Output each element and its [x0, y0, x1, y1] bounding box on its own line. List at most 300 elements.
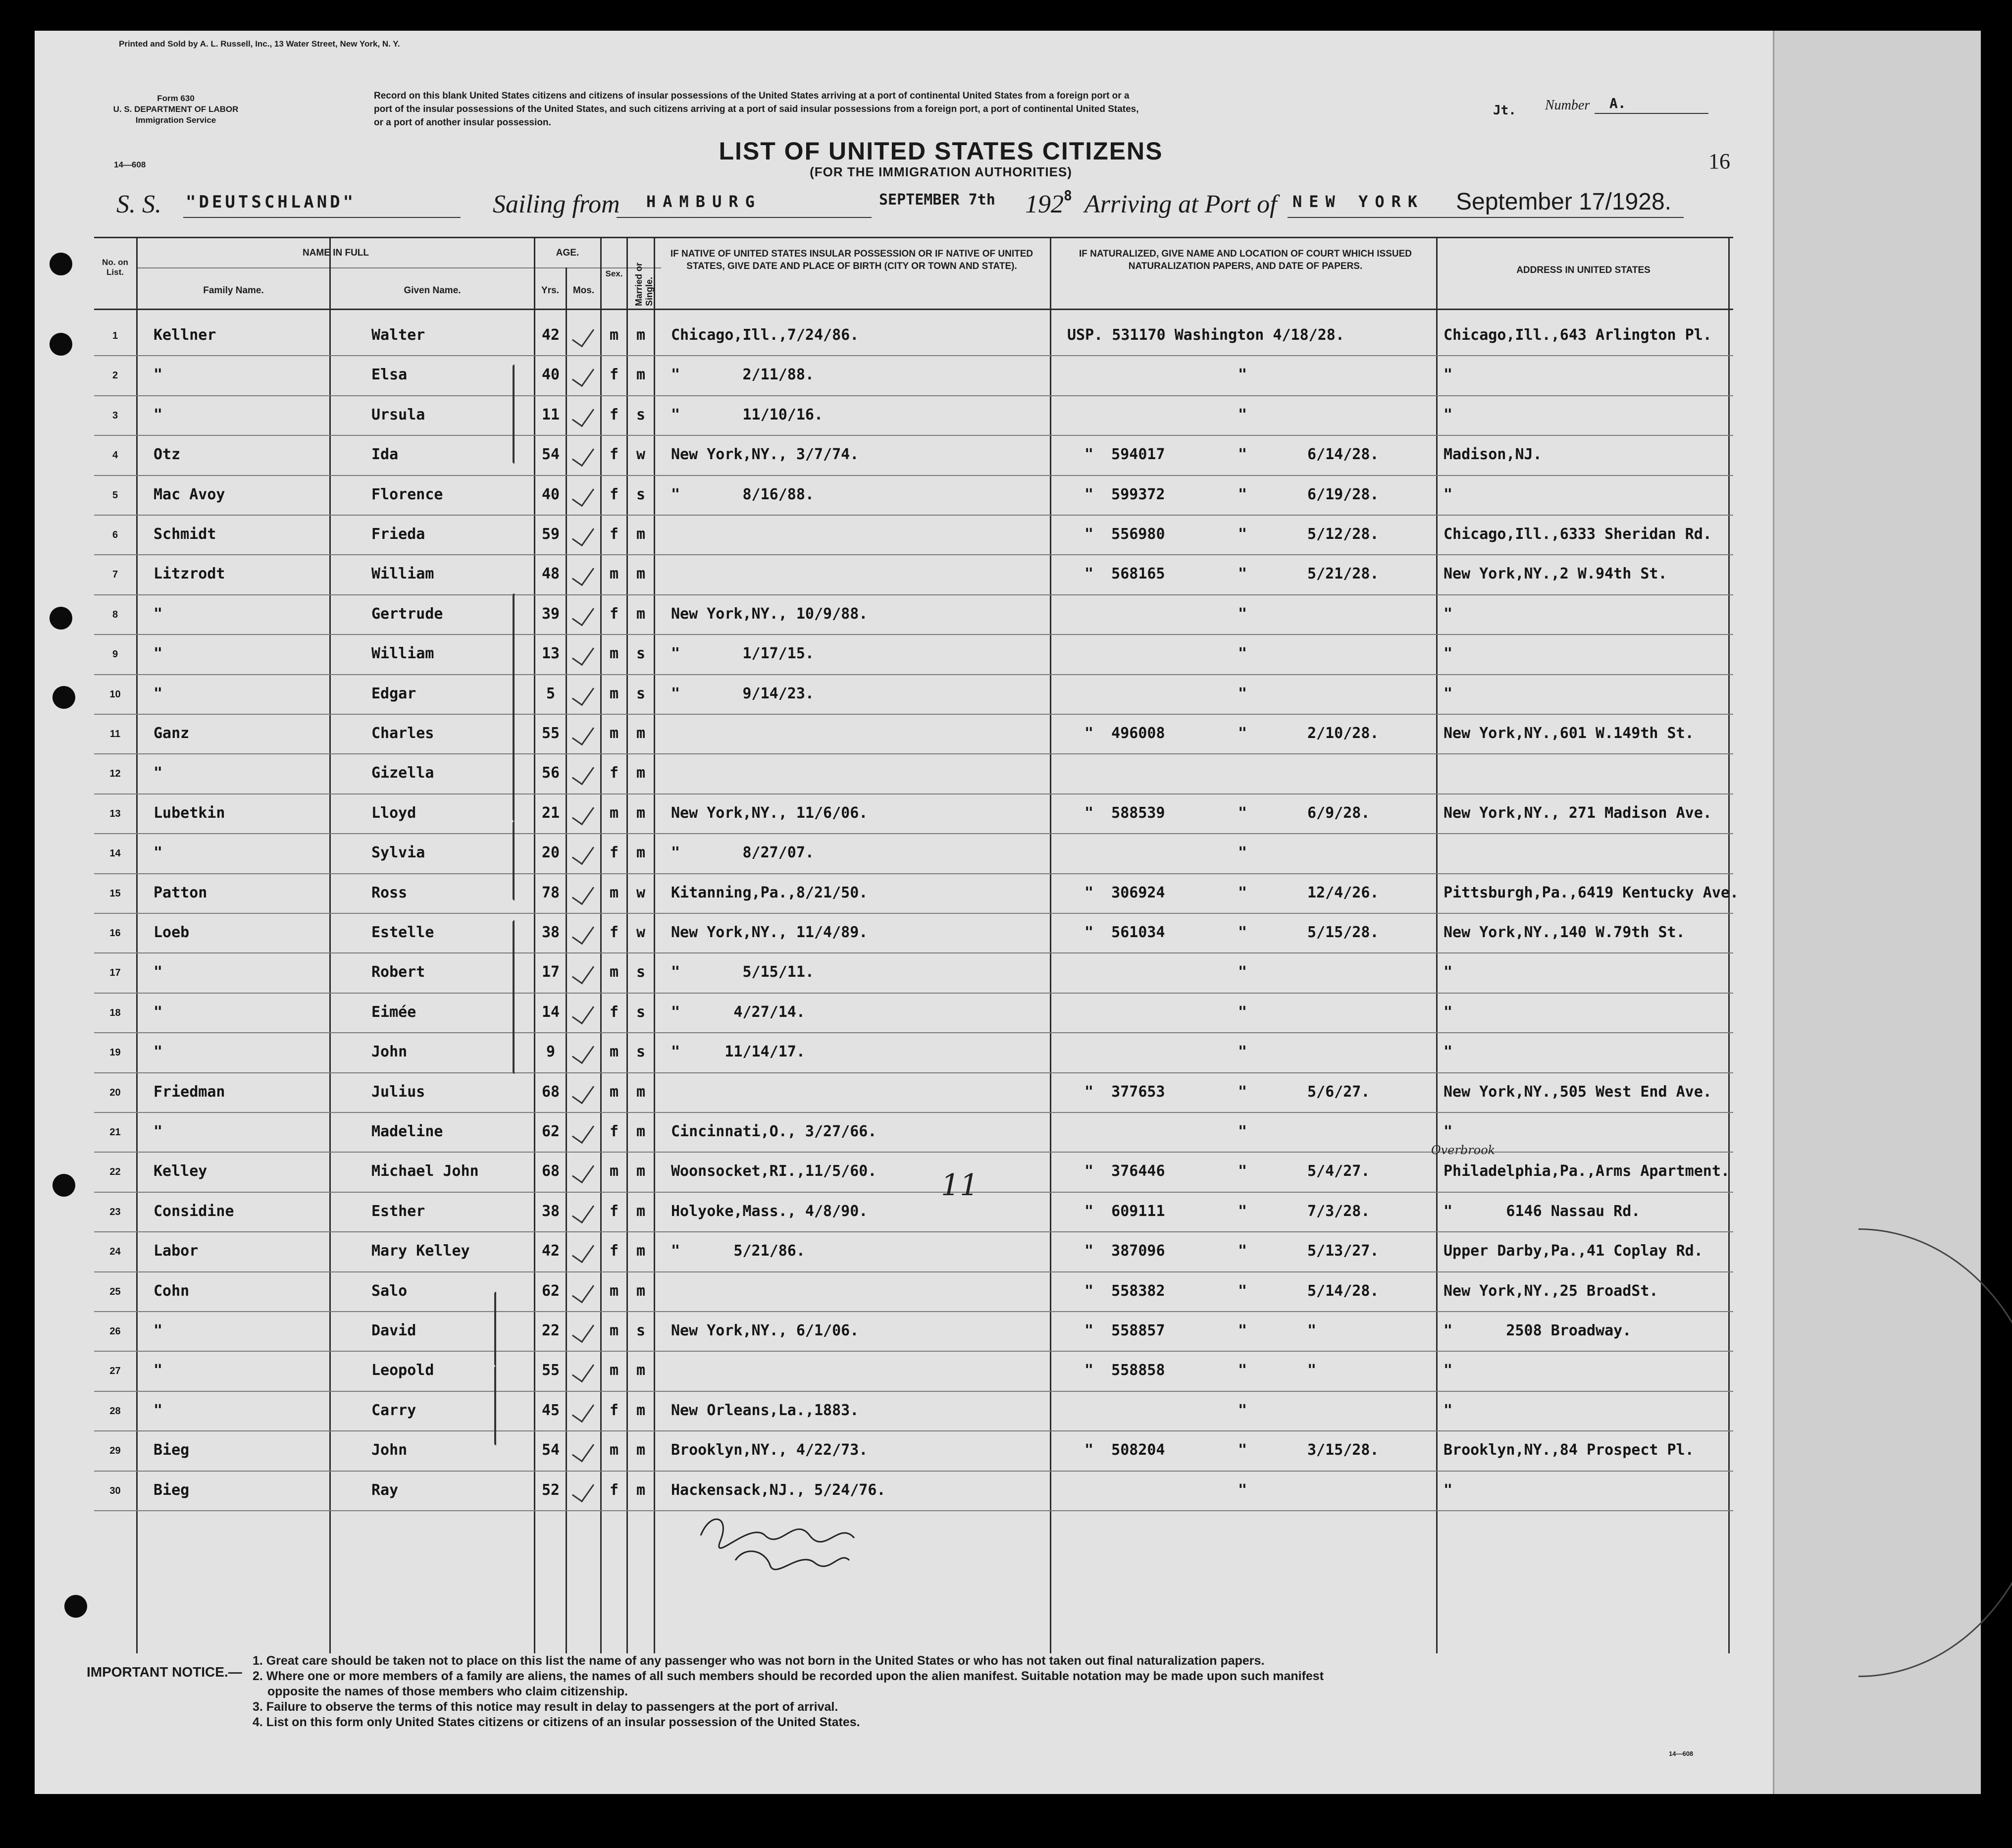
row-rule: [94, 435, 1733, 436]
cell-family: Ganz: [154, 725, 190, 742]
cell-given: Walter: [371, 326, 425, 344]
cell-ms: w: [636, 924, 646, 941]
cell-nat-no: " 376446: [1084, 1162, 1165, 1180]
cell-family: ": [154, 685, 163, 702]
cell-sex: f: [609, 1003, 619, 1021]
cell-nat-no: " 558857: [1084, 1322, 1165, 1339]
col-address: ADDRESS IN UNITED STATES: [1516, 265, 1651, 275]
cell-nat-no: " 609111: [1084, 1202, 1165, 1220]
cell-sex: m: [609, 804, 619, 822]
cell-addr: " 6146 Nassau Rd.: [1444, 1202, 1641, 1220]
cell-addr: ": [1444, 406, 1453, 423]
cell-given: Florence: [371, 485, 443, 503]
cell-family: ": [154, 366, 163, 384]
cell-birth: New York,NY., 11/6/06.: [671, 804, 868, 822]
cell-ms: s: [636, 485, 646, 503]
cell-no: 21: [109, 1127, 121, 1138]
cell-nat-ditto: ": [1238, 844, 1247, 862]
cell-sex: m: [609, 1083, 619, 1101]
cell-yrs: 40: [541, 366, 560, 384]
cell-birth: " 9/14/23.: [671, 685, 814, 702]
cell-nat-no: " 558382: [1084, 1282, 1165, 1300]
cell-given: Charles: [371, 725, 434, 742]
tally-check-mark: [572, 641, 594, 666]
cell-sex: m: [609, 1282, 619, 1300]
tally-check-mark: [572, 602, 594, 627]
cell-yrs: 21: [541, 804, 560, 822]
family-brace: [494, 1292, 496, 1366]
tally-check-mark: [572, 522, 594, 547]
cell-yrs: 39: [541, 605, 560, 623]
cell-ms: w: [636, 446, 646, 464]
table-top-rule: [94, 237, 1733, 238]
cell-given: Leopold: [371, 1362, 434, 1379]
col-rule: [1050, 237, 1051, 1653]
col-rule: [534, 237, 535, 1653]
cell-no: 16: [109, 928, 121, 939]
cell-no: 18: [109, 1007, 121, 1018]
cell-addr: ": [1444, 605, 1453, 623]
cell-nat-date: 2/10/28.: [1307, 725, 1379, 742]
cell-nat-no: " 556980: [1084, 526, 1165, 543]
row-rule: [94, 515, 1733, 516]
cell-yrs: 14: [541, 1003, 560, 1021]
binder-hole: [50, 333, 72, 356]
number-label: Number: [1545, 98, 1590, 113]
cell-sex: f: [609, 485, 619, 503]
row-rule: [94, 1311, 1733, 1312]
cell-nat-no: " 588539: [1084, 804, 1165, 822]
binder-hole: [50, 253, 72, 275]
cell-nat: USP. 531170 Washington 4/18/28.: [1067, 326, 1344, 344]
cell-nat-ditto: ": [1238, 1282, 1247, 1300]
cell-nat-ditto: ": [1238, 1083, 1247, 1101]
cell-family: ": [154, 645, 163, 663]
cell-nat-date: 12/4/26.: [1307, 884, 1379, 901]
tally-check-mark: [572, 721, 594, 746]
cell-nat-date: 5/21/28.: [1307, 565, 1379, 583]
tally-check-mark: [572, 920, 594, 945]
tally-check-mark: [572, 482, 594, 507]
cell-nat-date: 3/15/28.: [1307, 1441, 1379, 1459]
cell-no: 2: [112, 370, 118, 381]
cell-yrs: 11: [541, 406, 560, 423]
cell-no: 20: [109, 1087, 121, 1098]
binder-hole: [52, 1174, 75, 1197]
cell-addr: ": [1444, 485, 1453, 503]
row-rule: [94, 594, 1733, 595]
cell-no: 5: [112, 489, 118, 501]
cell-family: ": [154, 1362, 163, 1379]
cell-nat-date: 6/14/28.: [1307, 446, 1379, 464]
cell-sex: m: [609, 1043, 619, 1061]
cell-given: David: [371, 1322, 416, 1339]
cell-ms: m: [636, 1123, 646, 1140]
cell-nat-ditto: ": [1238, 1441, 1247, 1459]
cell-ms: m: [636, 1162, 646, 1180]
cell-sex: f: [609, 1481, 619, 1499]
cell-birth: New York,NY., 3/7/74.: [671, 446, 859, 464]
cell-nat-no: " 306924: [1084, 884, 1165, 901]
cell-nat-ditto: ": [1238, 1242, 1247, 1260]
ss-label: S. S.: [116, 190, 161, 218]
cell-addr: Upper Darby,Pa.,41 Coplay Rd.: [1444, 1242, 1703, 1260]
tally-check-mark: [572, 1199, 594, 1224]
cell-nat-no: " 594017: [1084, 446, 1165, 464]
date-sailed: SEPTEMBER 7th: [879, 191, 995, 209]
tally-check-mark: [572, 323, 594, 348]
tally-check-mark: [572, 1119, 594, 1144]
notice-item-2: 2. Where one or more members of a family are aliens, the names of all such members should be recorded upon the alien manifest. Suitable notation may be made upon such manifest: [253, 1669, 1324, 1683]
tally-check-mark: [572, 1438, 594, 1463]
instructions-line-1: Record on this blank United States citizens and citizens of insular possessions of the United States arriving at a port of continental United States from a foreign port or a: [374, 91, 1130, 101]
cell-ms: m: [636, 326, 646, 344]
cell-nat-date: 5/6/27.: [1307, 1083, 1370, 1101]
cell-yrs: 22: [541, 1322, 560, 1339]
tally-check-mark: [572, 363, 594, 387]
cell-family: Kellner: [154, 326, 216, 344]
col-no: No. on List.: [102, 258, 128, 277]
row-rule: [94, 475, 1733, 476]
cell-given: William: [371, 645, 434, 663]
cell-no: 25: [109, 1286, 121, 1297]
cell-ms: m: [636, 764, 646, 782]
col-mos: Mos.: [572, 285, 595, 296]
cell-given: Gertrude: [371, 605, 443, 623]
cell-given: Robert: [371, 963, 425, 981]
cell-family: Friedman: [154, 1083, 225, 1101]
cell-addr: ": [1444, 1043, 1453, 1061]
cell-nat-date: 7/3/28.: [1307, 1202, 1370, 1220]
cell-nat-ditto: ": [1238, 1043, 1247, 1061]
tally-check-mark: [572, 960, 594, 985]
cell-family: ": [154, 1123, 163, 1140]
margin-mark: 11: [941, 1168, 979, 1203]
row-rule: [94, 634, 1733, 635]
cell-ms: m: [636, 1282, 646, 1300]
cell-addr: Madison,NJ.: [1444, 446, 1542, 464]
form-number: Form 630: [157, 94, 195, 103]
arriving-label: Arriving at Port of: [1084, 190, 1277, 218]
tally-check-mark: [572, 1079, 594, 1104]
tally-check-mark: [572, 1478, 594, 1502]
cell-ms: s: [636, 406, 646, 423]
cell-nat-no: " 387096: [1084, 1242, 1165, 1260]
cell-given: Esther: [371, 1202, 425, 1220]
cell-given: Madeline: [371, 1123, 443, 1140]
cell-addr: New York,NY.,25 BroadSt.: [1444, 1282, 1658, 1300]
cell-addr: ": [1444, 366, 1453, 384]
cell-birth: Brooklyn,NY., 4/22/73.: [671, 1441, 868, 1459]
tally-check-mark: [572, 1358, 594, 1383]
port-to-line: [1288, 217, 1684, 218]
cell-addr: New York,NY., 271 Madison Ave.: [1444, 804, 1712, 822]
cell-given: Ursula: [371, 406, 425, 423]
cell-yrs: 55: [541, 725, 560, 742]
cell-nat-ditto: ": [1238, 526, 1247, 543]
cell-addr: Chicago,Ill.,643 Arlington Pl.: [1444, 326, 1712, 344]
cell-no: 14: [109, 848, 121, 859]
cell-nat-date: ": [1307, 1362, 1317, 1379]
cell-addr: Chicago,Ill.,6333 Sheridan Rd.: [1444, 526, 1712, 543]
cell-sex: m: [609, 326, 619, 344]
row-rule: [94, 1032, 1733, 1033]
cell-nat-ditto: ": [1238, 565, 1247, 583]
cell-birth: Holyoke,Mass., 4/8/90.: [671, 1202, 868, 1220]
inspector-signature: [691, 1501, 869, 1585]
cell-ms: s: [636, 685, 646, 702]
cell-addr: ": [1444, 645, 1453, 663]
cell-yrs: 40: [541, 485, 560, 503]
cell-nat-ditto: ": [1238, 725, 1247, 742]
cell-yrs: 17: [541, 963, 560, 981]
cell-nat-ditto: ": [1238, 645, 1247, 663]
cell-yrs: 42: [541, 326, 560, 344]
col-age: AGE.: [556, 248, 579, 258]
cell-ms: s: [636, 1043, 646, 1061]
cell-yrs: 56: [541, 764, 560, 782]
cell-yrs: 52: [541, 1481, 560, 1499]
service: Immigration Service: [135, 115, 216, 125]
cell-nat-ditto: ": [1238, 963, 1247, 981]
notice-item-1: 1. Great care should be taken not to place on this list the name of any passenger who was not born in the United States or who has not taken out final naturalization papers.: [253, 1654, 1265, 1668]
cell-no: 13: [109, 808, 121, 819]
cell-family: ": [154, 764, 163, 782]
cell-nat-no: " 568165: [1084, 565, 1165, 583]
cell-nat-ditto: ": [1238, 406, 1247, 423]
arrival-date: September 17/1928.: [1456, 189, 1671, 215]
row-rule: [94, 1192, 1733, 1193]
ship-line: [183, 217, 461, 218]
row-rule: [94, 1510, 1733, 1511]
cell-nat-ditto: ": [1238, 1003, 1247, 1021]
cell-given: Ross: [371, 884, 408, 901]
instructions-line-2: port of the insular possessions of the United States, and such citizens arriving at a port of said insular possessions from a foreign port, a port of continental United States,: [374, 104, 1139, 114]
cell-given: Frieda: [371, 526, 425, 543]
cell-nat-ditto: ": [1238, 1362, 1247, 1379]
col-birth: IF NATIVE OF UNITED STATES INSULAR POSSESSION OR IF NATIVE OF UNITED STATES, GIVE DATE AND PLACE OF BIRTH (CITY OR TOWN AND STATE).: [670, 249, 1033, 271]
port-to: NEW YORK: [1292, 192, 1425, 211]
cell-addr: Brooklyn,NY.,84 Prospect Pl.: [1444, 1441, 1694, 1459]
tally-check-mark: [572, 1040, 594, 1064]
cell-sex: f: [609, 366, 619, 384]
cell-sex: m: [609, 565, 619, 583]
cell-family: Bieg: [154, 1481, 190, 1499]
cell-addr: " 2508 Broadway.: [1444, 1322, 1632, 1339]
cell-sex: m: [609, 685, 619, 702]
row-rule: [94, 1351, 1733, 1352]
tally-check-mark: [572, 681, 594, 706]
overbrook-note: Overbrook: [1431, 1143, 1496, 1157]
cell-yrs: 68: [541, 1162, 560, 1180]
ship-name: "DEUTSCHLAND": [186, 192, 357, 212]
cell-given: Elsa: [371, 366, 408, 384]
row-rule: [94, 1072, 1733, 1073]
cell-given: John: [371, 1043, 408, 1061]
cell-nat-date: 5/4/27.: [1307, 1162, 1370, 1180]
row-rule: [94, 1430, 1733, 1431]
row-rule: [94, 674, 1733, 675]
cell-no: 11: [109, 729, 121, 739]
instructions-line-3: or a port of another insular possession.: [374, 117, 551, 128]
cell-ms: s: [636, 1003, 646, 1021]
cell-family: ": [154, 963, 163, 981]
cell-given: John: [371, 1441, 408, 1459]
cell-given: Lloyd: [371, 804, 416, 822]
cell-yrs: 42: [541, 1242, 560, 1260]
cell-family: ": [154, 1003, 163, 1021]
cell-ms: s: [636, 1322, 646, 1339]
cell-no: 8: [112, 609, 118, 620]
cell-ms: m: [636, 565, 646, 583]
cell-sex: f: [609, 1202, 619, 1220]
cell-nat-ditto: ": [1238, 1162, 1247, 1180]
cell-birth: " 5/21/86.: [671, 1242, 805, 1260]
cell-nat-date: 5/13/27.: [1307, 1242, 1379, 1260]
cell-no: 10: [109, 688, 121, 700]
cell-addr: ": [1444, 1401, 1453, 1419]
cell-ms: w: [636, 884, 646, 901]
cell-given: Edgar: [371, 685, 416, 702]
notice-body: [253, 1653, 1738, 1730]
cell-yrs: 62: [541, 1123, 560, 1140]
cell-family: ": [154, 1322, 163, 1339]
cell-no: 6: [112, 529, 118, 540]
cell-nat-ditto: ": [1238, 605, 1247, 623]
printer-credit: Printed and Sold by A. L. Russell, Inc., 13 Water Street, New York, N. Y.: [119, 39, 400, 49]
cell-family: ": [154, 605, 163, 623]
cell-sex: m: [609, 884, 619, 901]
cell-birth: New York,NY., 6/1/06.: [671, 1322, 859, 1339]
cell-addr: ": [1444, 685, 1453, 702]
cell-family: Loeb: [154, 924, 190, 941]
cell-family: Schmidt: [154, 526, 216, 543]
col-family: Family Name.: [203, 285, 264, 296]
cell-nat-ditto: ": [1238, 446, 1247, 464]
cell-yrs: 38: [541, 924, 560, 941]
cell-yrs: 62: [541, 1282, 560, 1300]
cell-nat-date: 6/19/28.: [1307, 485, 1379, 503]
cell-family: ": [154, 406, 163, 423]
cell-nat-ditto: ": [1238, 804, 1247, 822]
cell-ms: m: [636, 1362, 646, 1379]
cell-sex: f: [609, 844, 619, 862]
cell-nat-no: " 377653: [1084, 1083, 1165, 1101]
cell-birth: " 1/17/15.: [671, 645, 814, 663]
cell-birth: Chicago,Ill.,7/24/86.: [671, 326, 859, 344]
instructions: [374, 89, 1513, 129]
row-rule: [94, 554, 1733, 555]
cell-birth: " 4/27/14.: [671, 1003, 805, 1021]
cell-nat-date: 5/14/28.: [1307, 1282, 1379, 1300]
row-rule: [94, 1271, 1733, 1272]
cell-nat-ditto: ": [1238, 1481, 1247, 1499]
cell-family: Otz: [154, 446, 181, 464]
cell-yrs: 45: [541, 1401, 560, 1419]
cell-yrs: 55: [541, 1362, 560, 1379]
cell-no: 4: [112, 450, 118, 461]
tally-check-mark: [572, 403, 594, 427]
cell-yrs: 48: [541, 565, 560, 583]
cell-ms: m: [636, 725, 646, 742]
number-value: A.: [1609, 95, 1626, 111]
cell-no: 9: [112, 649, 118, 660]
col-yrs: Yrs.: [541, 285, 559, 296]
cell-addr: ": [1444, 1481, 1453, 1499]
cell-ms: m: [636, 844, 646, 862]
cell-nat-no: " 508204: [1084, 1441, 1165, 1459]
cell-birth: New Orleans,La.,1883.: [671, 1401, 859, 1419]
cell-no: 28: [109, 1405, 121, 1417]
cell-sex: f: [609, 446, 619, 464]
tally-check-mark: [572, 1319, 594, 1343]
cell-sex: m: [609, 645, 619, 663]
cell-ms: m: [636, 1481, 646, 1499]
cell-no: 30: [109, 1485, 121, 1496]
cell-nat-no: " 558858: [1084, 1362, 1165, 1379]
cell-birth: Woonsocket,RI.,11/5/60.: [671, 1162, 877, 1180]
col-sex: Sex.: [605, 269, 623, 278]
cell-no: 27: [109, 1366, 121, 1377]
row-rule: [94, 1231, 1733, 1232]
cell-ms: m: [636, 1441, 646, 1459]
cell-no: 7: [112, 569, 118, 581]
col-given: Given Name.: [404, 285, 461, 296]
cell-addr: New York,NY.,601 W.149th St.: [1444, 725, 1694, 742]
row-rule: [94, 1112, 1733, 1113]
cell-sex: f: [609, 1401, 619, 1419]
tally-check-mark: [572, 442, 594, 467]
cell-nat-date: 5/15/28.: [1307, 924, 1379, 941]
jt-mark: Jt.: [1493, 103, 1516, 118]
cell-ms: s: [636, 645, 646, 663]
cell-sex: m: [609, 1162, 619, 1180]
family-brace: [513, 593, 515, 757]
binder-hole: [64, 1595, 87, 1618]
cell-yrs: 54: [541, 446, 560, 464]
cell-family: Considine: [154, 1202, 234, 1220]
cell-no: 24: [109, 1246, 121, 1258]
cell-yrs: 5: [546, 685, 556, 702]
cell-given: Carry: [371, 1401, 416, 1419]
port-from: HAMBURG: [646, 192, 762, 211]
family-brace: [513, 821, 515, 900]
cell-given: Salo: [371, 1282, 408, 1300]
cell-given: Mary Kelley: [371, 1242, 470, 1260]
cell-ms: m: [636, 605, 646, 623]
family-brace: [513, 365, 515, 464]
cell-given: Estelle: [371, 924, 434, 941]
cell-yrs: 54: [541, 1441, 560, 1459]
cell-yrs: 38: [541, 1202, 560, 1220]
form-code: 14—608: [114, 160, 146, 169]
cell-birth: New York,NY., 10/9/88.: [671, 605, 868, 623]
year-digit: 8: [1064, 187, 1072, 204]
cell-given: Ida: [371, 446, 399, 464]
tally-check-mark: [572, 841, 594, 865]
cell-given: Gizella: [371, 764, 434, 782]
cell-sex: f: [609, 406, 619, 423]
cell-family: ": [154, 844, 163, 862]
cell-family: ": [154, 1043, 163, 1061]
cell-nat-no: " 561034: [1084, 924, 1165, 941]
header-rule: [94, 309, 1733, 310]
col-rule: [136, 237, 138, 1653]
cell-sex: m: [609, 1322, 619, 1339]
cell-nat-ditto: ": [1238, 685, 1247, 702]
row-rule: [94, 753, 1733, 754]
cell-yrs: 78: [541, 884, 560, 901]
